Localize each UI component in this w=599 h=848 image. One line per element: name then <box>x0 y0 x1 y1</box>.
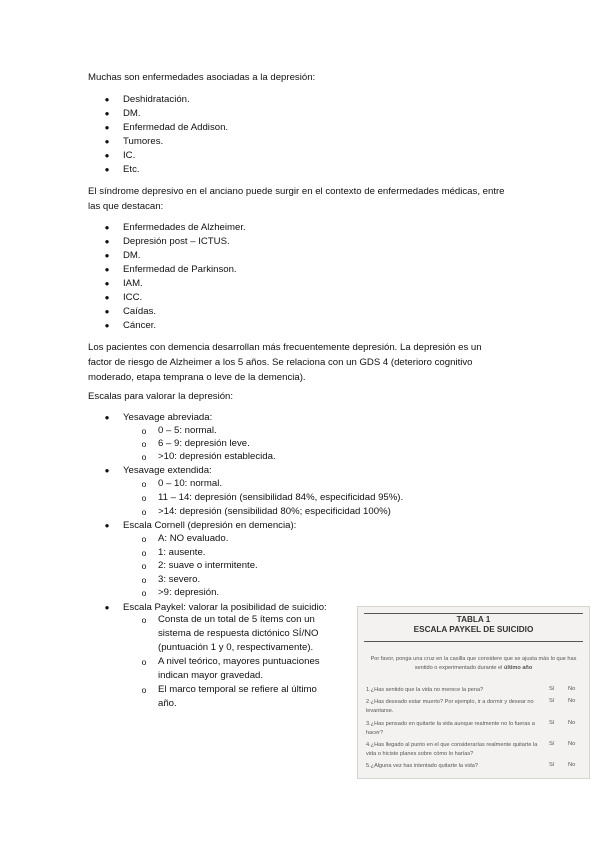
circle-bullet-icon: o <box>141 507 147 517</box>
scales-heading: Escalas para valorar la depresión: <box>88 391 234 402</box>
yes-option: Sí <box>549 762 555 768</box>
no-option: No <box>568 741 576 747</box>
bullet-icon: ● <box>104 165 110 174</box>
bullet-icon: ● <box>104 265 110 274</box>
no-option: No <box>568 698 576 704</box>
circle-bullet-icon: o <box>141 439 147 449</box>
table-question: 5.¿Alguna vez has intentado quitarte la vida? <box>366 763 478 769</box>
intro-elderly-syndrome: El síndrome depresivo en el anciano puede surgir en el contexto de enfermedades médicas, entre las que destacan: <box>88 186 505 212</box>
divider <box>364 641 583 642</box>
bullet-icon: ● <box>104 95 110 104</box>
bullet-icon: ● <box>104 123 110 132</box>
dementia-paragraph: Los pacientes con demencia desarrollan más frecuentemente depresión. La depresión es un factor de riesgo de Alzheimer a los 5 años. Se relaciona con un GDS 4 (deterioro cognitivo moderado, etapa temprana o leve de la demencia). <box>88 342 482 383</box>
yes-option: Sí <box>549 741 555 747</box>
bullet-icon: ● <box>104 223 110 232</box>
bullet-icon: ● <box>104 237 110 246</box>
circle-bullet-icon: o <box>141 657 147 667</box>
table-instructions: Por favor, ponga una cruz en la casilla que considere que se ajusta más lo que has sentido o experimentado durante el último año <box>370 656 577 671</box>
circle-bullet-icon: o <box>141 534 147 544</box>
divider <box>364 613 583 614</box>
bullet-icon: ● <box>104 293 110 302</box>
bullet-icon: ● <box>104 137 110 146</box>
paykel-table-image <box>357 606 590 779</box>
yes-option: Sí <box>549 720 555 726</box>
circle-bullet-icon: o <box>141 493 147 503</box>
no-option: No <box>568 686 576 692</box>
bullet-icon: ● <box>104 151 110 160</box>
bullet-icon: ● <box>104 603 110 612</box>
yes-option: Sí <box>549 698 555 704</box>
bullet-icon: ● <box>104 413 110 422</box>
bullet-icon: ● <box>104 251 110 260</box>
table-question: 3.¿Has pensado en quitarte la vida aunque realmente no lo fueras a hacer? <box>366 721 535 736</box>
table-question: 2.¿Has deseado estar muerto? Por ejemplo, ir a dormir y desear no levantarse. <box>366 699 534 714</box>
circle-bullet-icon: o <box>141 548 147 558</box>
circle-bullet-icon: o <box>141 452 147 462</box>
table-title: TABLA 1 ESCALA PAYKEL DE SUICIDIO <box>413 615 534 634</box>
table-question: 1.¿Has sentido que la vida no merece la pena? <box>366 687 484 693</box>
no-option: No <box>568 720 576 726</box>
document-page: Muchas son enfermedades asociadas a la depresión: ● Deshidratación. ● DM. ● Enfermedad de Addison. ● Tumores. ● IC. ● Etc. El síndrome depresivo en el anciano puede surgir en el contexto de enfermedades médicas, entre las que destacan: ● Enfermedades de Alzheimer. ● Depresión post – ICTUS. ● DM. ● Enfermedad de Parkinson. ● IAM. ● ICC. ● Caídas. ● Cáncer. Los pacientes con demencia desarrollan más frecuentemente depresión. La depresión es un factor de riesgo de Alzheimer a los 5 años. Se relaciona con un GDS 4 (deterioro cognitivo moderado, etapa temprana o leve de la demencia). Escalas para valorar la depresión: ● Yesavage abreviada: o 0 – 5: normal. o 6 – 9: depresión leve. o >10: depresión establecida. ● Yesavage extendida: o 0 – 10: normal. o 11 – 14: depresión (sensibilidad 84%, especificidad 95%). o >14: depresión (sensibilidad 80%; especificidad 100%) ● Escala Cornell (depresión en demencia): o A: NO evaluado. o 1: ausente. o 2: suave o intermitente. o 3: severo. o >9: depresión. ● Escala Paykel: valorar la posibilidad de suicidio: o Consta de un total de 5 ítems con un sistema de respuesta dictónico SÍ/NO (puntuación 1 y 0, respectivamente). o A nivel teórico, mayores puntuaciones indican mayor gravedad. o El marco temporal se refiere al último año. TABLA 1 ESCALA PAYKEL DE SUICIDIO Por favor, ponga una cruz en la casilla que considere que se ajusta más lo que has sentido o experimentado durante el último año 1.¿Has sentido que la vida no merece la pena? Sí No 2.¿Has deseado estar muerto? Por ejemplo, ir a dormir y desear no levantarse. Sí No 3.¿Has pensado en quitarte la vida aunque realmente no lo fueras a hacer? Sí No 4.¿Has llegado al punto en el que considerarías realmente quitarte la vida o hiciste planes sobre cómo lo harías? Sí No 5.¿Alguna vez has intentado quitarte la vida? Sí No <box>0 0 599 848</box>
circle-bullet-icon: o <box>141 426 147 436</box>
circle-bullet-icon: o <box>141 575 147 585</box>
bullet-icon: ● <box>104 307 110 316</box>
yes-option: Sí <box>549 686 555 692</box>
circle-bullet-icon: o <box>141 615 147 625</box>
no-option: No <box>568 762 576 768</box>
bullet-icon: ● <box>104 521 110 530</box>
circle-bullet-icon: o <box>141 685 147 695</box>
bullet-icon: ● <box>104 321 110 330</box>
bullet-icon: ● <box>104 109 110 118</box>
circle-bullet-icon: o <box>141 561 147 571</box>
intro-diseases: Muchas son enfermedades asociadas a la depresión: <box>88 72 316 83</box>
table-question: 4.¿Has llegado al punto en el que considerarías realmente quitarte la vida o hiciste planes sobre cómo lo harías? <box>366 742 538 757</box>
circle-bullet-icon: o <box>141 588 147 598</box>
bullet-icon: ● <box>104 279 110 288</box>
circle-bullet-icon: o <box>141 479 147 489</box>
bullet-icon: ● <box>104 466 110 475</box>
